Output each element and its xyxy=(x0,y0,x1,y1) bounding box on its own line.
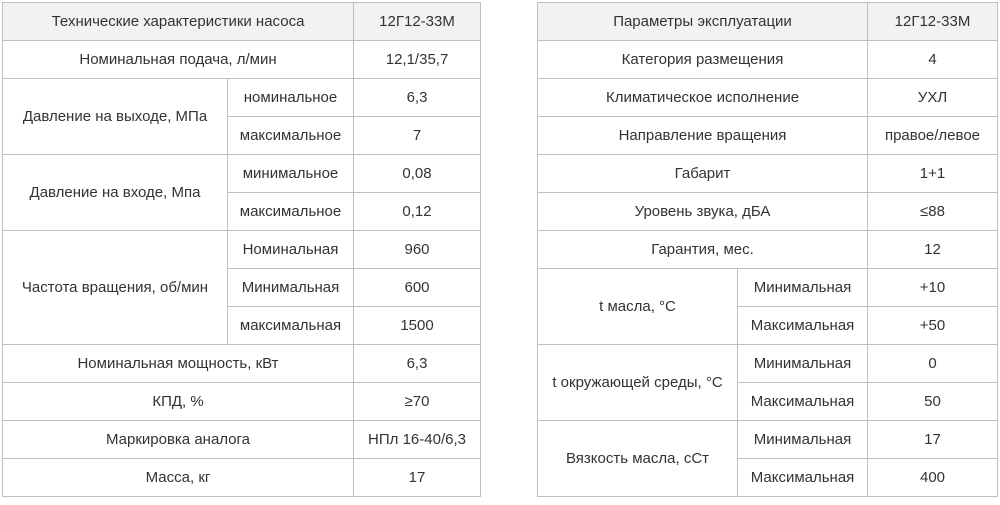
table-row xyxy=(538,155,998,193)
row-label: Масса, кг xyxy=(3,459,354,497)
table-row xyxy=(538,117,998,155)
table-row xyxy=(538,41,998,79)
table-header-row xyxy=(3,3,481,41)
row-value: 0,08 xyxy=(354,155,481,193)
table-row xyxy=(3,345,481,383)
row-value: 4 xyxy=(868,41,998,79)
table-row xyxy=(538,79,998,117)
row-sublabel: Минимальная xyxy=(738,421,868,459)
table-row xyxy=(3,383,481,421)
row-label: Номинальная подача, л/мин xyxy=(3,41,354,79)
table-row xyxy=(538,421,998,459)
header-model: 12Г12-33М xyxy=(354,3,481,41)
row-label: Направление вращения xyxy=(538,117,868,155)
row-label: КПД, % xyxy=(3,383,354,421)
table-row xyxy=(3,155,481,193)
row-value: ≤88 xyxy=(868,193,998,231)
row-value: 50 xyxy=(868,383,998,421)
row-value: 17 xyxy=(354,459,481,497)
row-sublabel: Максимальная xyxy=(738,383,868,421)
row-label: t масла, °С xyxy=(538,269,738,345)
row-value: НПл 16-40/6,3 xyxy=(354,421,481,459)
row-sublabel: максимальное xyxy=(228,193,354,231)
table-row xyxy=(3,79,481,117)
row-sublabel: Минимальная xyxy=(738,269,868,307)
row-label: Гарантия, мес. xyxy=(538,231,868,269)
row-value: 0,12 xyxy=(354,193,481,231)
table-row xyxy=(538,269,998,307)
pump-specs-table xyxy=(2,2,481,497)
row-label: Частота вращения, об/мин xyxy=(3,231,228,345)
row-value: 600 xyxy=(354,269,481,307)
header-param: Параметры эксплуатации xyxy=(538,3,868,41)
row-value: 7 xyxy=(354,117,481,155)
row-sublabel: Максимальная xyxy=(738,307,868,345)
row-sublabel: Минимальная xyxy=(228,269,354,307)
row-value: 0 xyxy=(868,345,998,383)
row-label: Уровень звука, дБА xyxy=(538,193,868,231)
table-row xyxy=(538,193,998,231)
header-param: Технические характеристики насоса xyxy=(3,3,354,41)
row-value: ≥70 xyxy=(354,383,481,421)
row-value: 960 xyxy=(354,231,481,269)
row-value: +50 xyxy=(868,307,998,345)
row-label: Вязкость масла, сСт xyxy=(538,421,738,497)
row-value: 12,1/35,7 xyxy=(354,41,481,79)
row-sublabel: минимальное xyxy=(228,155,354,193)
row-value: 17 xyxy=(868,421,998,459)
row-sublabel: Минимальная xyxy=(738,345,868,383)
row-label: Маркировка аналога xyxy=(3,421,354,459)
table-row xyxy=(3,421,481,459)
row-value: 12 xyxy=(868,231,998,269)
header-model: 12Г12-33М xyxy=(868,3,998,41)
row-sublabel: Максимальная xyxy=(738,459,868,497)
row-value: 6,3 xyxy=(354,79,481,117)
row-value: УХЛ xyxy=(868,79,998,117)
row-value: 6,3 xyxy=(354,345,481,383)
row-label: Номинальная мощность, кВт xyxy=(3,345,354,383)
row-label: Категория размещения xyxy=(538,41,868,79)
table-row xyxy=(3,41,481,79)
row-value: +10 xyxy=(868,269,998,307)
row-label: Габарит xyxy=(538,155,868,193)
row-sublabel: максимальное xyxy=(228,117,354,155)
row-sublabel: максимальная xyxy=(228,307,354,345)
table-row xyxy=(538,231,998,269)
row-value: правое/левое xyxy=(868,117,998,155)
row-value: 1+1 xyxy=(868,155,998,193)
row-label: Давление на входе, Мпа xyxy=(3,155,228,231)
table-row xyxy=(3,459,481,497)
table-header-row xyxy=(538,3,998,41)
table-row xyxy=(538,345,998,383)
row-label: Давление на выходе, МПа xyxy=(3,79,228,155)
row-value: 400 xyxy=(868,459,998,497)
row-label: Климатическое исполнение xyxy=(538,79,868,117)
row-sublabel: Номинальная xyxy=(228,231,354,269)
table-row xyxy=(3,231,481,269)
operation-params-table xyxy=(537,2,998,497)
row-label: t окружающей среды, °С xyxy=(538,345,738,421)
row-value: 1500 xyxy=(354,307,481,345)
row-sublabel: номинальное xyxy=(228,79,354,117)
